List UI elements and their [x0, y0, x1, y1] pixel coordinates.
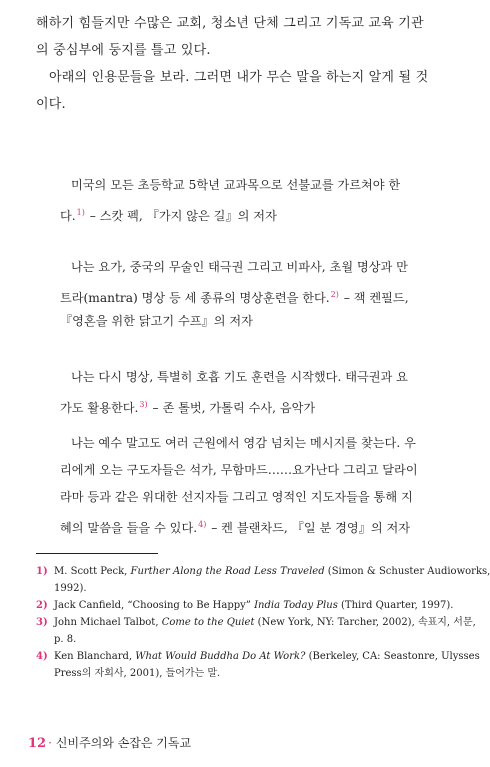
- footnote-text: (Berkeley, CA: Seastonre, Ulysses: [305, 651, 480, 662]
- footnote-number: 3): [36, 617, 48, 628]
- quote-line: 리에게 오는 구도자들은 석가, 무함마드……요가난다 그리고 달라이: [60, 463, 418, 477]
- quote-attribution: – 존 톨벗, 가톨릭 수사, 음악가: [148, 401, 316, 415]
- footnote-marker: 4): [198, 520, 207, 529]
- footnote-text: Press의 자회사, 2001), 들어가는 말.: [54, 668, 221, 679]
- quotation-3: [60, 364, 436, 418]
- footnote-text: John Michael Talbot,: [54, 617, 162, 628]
- running-title: 신비주의와 손잡은 기독교: [55, 736, 192, 750]
- quote-text: 트라(mantra) 명상 등 세 종류의 명상훈련을 한다.: [60, 291, 330, 305]
- quote-line: 나는 다시 명상, 특별히 호흡 기도 훈련을 시작했다. 태극권과 요: [71, 370, 408, 384]
- quote-text: 다.: [60, 209, 76, 223]
- footnote-marker: 2): [330, 290, 339, 299]
- footnote-number: 4): [36, 651, 48, 662]
- footnote-book-title: Further Along the Road Less Traveled: [130, 566, 325, 577]
- footnote-text: Jack Canfield, “Choosing to Be Happy”: [54, 600, 255, 611]
- footnote-text: p. 8.: [54, 634, 77, 645]
- quote-line: [60, 281, 436, 308]
- footnote-text: (Third Quarter, 1997).: [337, 600, 454, 611]
- footnote-2: [36, 597, 454, 614]
- page-number: 12: [28, 736, 47, 751]
- quote-line: [60, 511, 436, 538]
- footnote-text: M. Scott Peck,: [54, 566, 131, 577]
- quote-line: 『영혼을 위한 닭고기 수프』의 저자: [60, 314, 253, 328]
- quote-line: 미국의 모든 초등학교 5학년 교과목으로 선불교를 가르쳐야 한: [71, 178, 401, 192]
- footnote-book-title: India Today Plus: [254, 600, 338, 611]
- text-line: 의 중심부에 둥지를 틀고 있다.: [36, 43, 211, 58]
- quote-line: 나는 요가, 중국의 무술인 태극권 그리고 비파사, 초월 명상과 만: [71, 260, 408, 274]
- quote-attribution: – 켄 블랜차드, 『일 분 경영』의 저자: [207, 521, 411, 535]
- footnote-text: (Simon & Schuster Audioworks,: [324, 566, 490, 577]
- text-line: 해하기 힘들지만 수많은 교회, 청소년 단체 그리고 기독교 교육 기관: [36, 16, 424, 31]
- quotation-4: [60, 430, 436, 538]
- quote-line: 라마 등과 같은 위대한 선지자들 그리고 영적인 지도자들을 통해 지: [60, 490, 413, 504]
- page-footer: [28, 734, 191, 751]
- quote-attribution: – 스캇 펙, 『가지 않은 길』의 저자: [85, 209, 277, 223]
- paragraph-intro: [36, 64, 436, 118]
- footnote-text: (New York, NY: Tarcher, 2002), 속표지, 서문,: [254, 617, 476, 628]
- folio-separator: ·: [48, 736, 52, 750]
- text-line: 아래의 인용문들을 보라. 그러면 내가 무슨 말을 하는지 알게 될 것: [49, 70, 429, 85]
- footnote-3: [36, 614, 476, 648]
- footnote-marker: 1): [76, 208, 85, 217]
- footnote-number: 2): [36, 600, 48, 611]
- footnote-book-title: What Would Buddha Do At Work?: [135, 651, 306, 662]
- footnote-1: [36, 563, 490, 597]
- paragraph-continued: [36, 10, 436, 64]
- footnote-number: 1): [36, 566, 48, 577]
- footnote-marker: 3): [139, 400, 148, 409]
- footnote-book-title: Come to the Quiet: [161, 617, 255, 628]
- footnotes: [36, 563, 490, 682]
- quotation-1: [60, 172, 436, 226]
- quote-line: [60, 391, 436, 418]
- quotation-2: [60, 254, 436, 335]
- footnote-text: Ken Blanchard,: [54, 651, 136, 662]
- footnote-divider: [36, 553, 158, 554]
- quote-attribution: – 잭 켄필드,: [339, 291, 409, 305]
- quote-line: [60, 199, 436, 226]
- quote-line: 나는 예수 말고도 여러 근원에서 영감 넘치는 메시지를 찾는다. 우: [71, 436, 416, 450]
- text-line: 이다.: [36, 97, 66, 112]
- footnote-text: 1992).: [54, 583, 87, 594]
- footnote-4: [36, 648, 480, 682]
- quote-text: 가도 활용한다.: [60, 401, 139, 415]
- quote-text: 혜의 말씀을 들을 수 있다.: [60, 521, 198, 535]
